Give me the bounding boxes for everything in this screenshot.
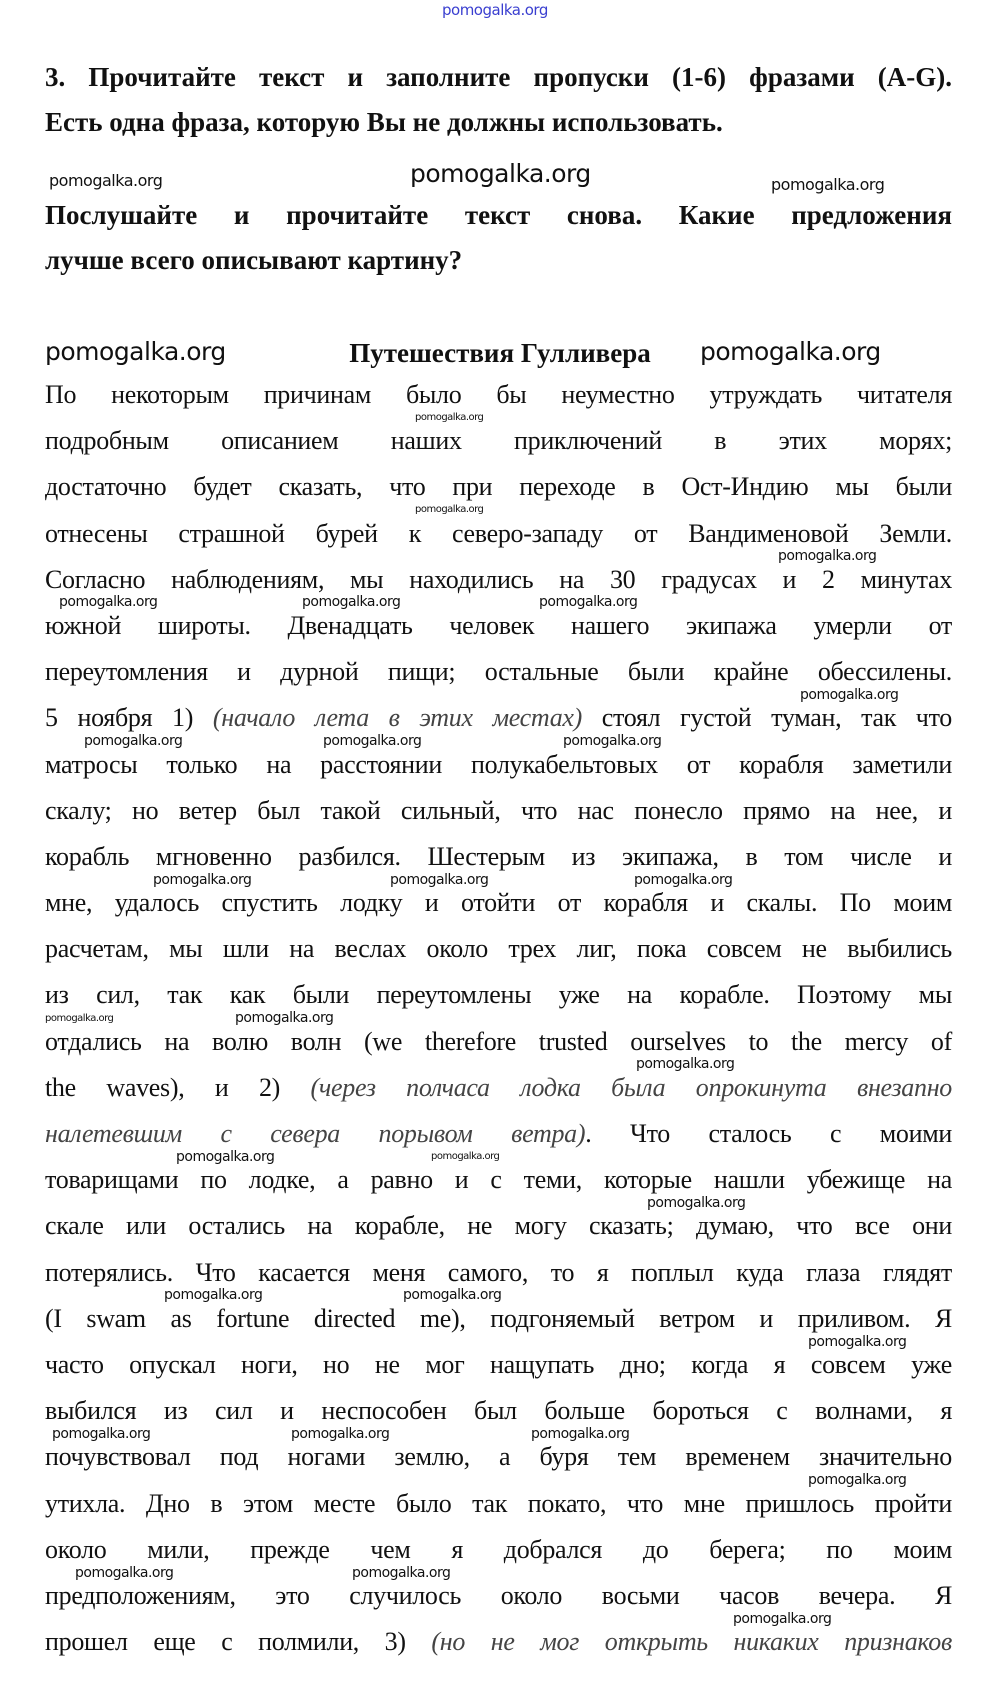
- text-line: [45, 381, 952, 427]
- text-segment: около мили, прежде чем я добрался до берега; по моим: [45, 1534, 952, 1564]
- text-segment: часто опускал ноги, но не мог нащупать дно; когда я совсем уже: [45, 1349, 952, 1379]
- text-segment: достаточно будет сказать, что при переходе в Ост-Индию мы были: [45, 472, 952, 502]
- task-heading-line: 3. Прочитайте текст и заполните пропуски (1-6) фразами (A-G).: [45, 62, 952, 92]
- watermark: pomogalka.org: [291, 1425, 390, 1442]
- watermark: pomogalka.org: [636, 1056, 735, 1073]
- watermark: pomogalka.org: [700, 337, 881, 366]
- text-segment: стоял густой туман, так что: [582, 703, 952, 733]
- text-line: [45, 427, 952, 473]
- text-segment: южной широты. Двенадцать человек нашего экипажа умерли от: [45, 610, 952, 640]
- text-segment: скале или остались на корабле, не могу сказать; думаю, что все они: [45, 1211, 952, 1241]
- watermark: pomogalka.org: [176, 1148, 275, 1165]
- text-segment: мне, удалось спустить лодку и отойти от корабля и скалы. По моим: [45, 888, 952, 918]
- text-line: [45, 1212, 952, 1258]
- gap-phrase: (начало лета в этих местах): [212, 703, 582, 733]
- text-line: [45, 612, 952, 658]
- watermark: pomogalka.org: [771, 175, 885, 194]
- text-segment: . Что сталось с моими: [585, 1119, 952, 1148]
- watermark: pomogalka.org: [539, 594, 638, 611]
- watermark: pomogalka.org: [153, 871, 252, 888]
- watermark: pomogalka.org: [531, 1425, 630, 1442]
- text-segment: корабль мгновенно разбился. Шестерым из экипажа, в том числе и: [45, 841, 952, 871]
- task-heading-line: Есть одна фраза, которую Вы не должны использовать.: [45, 107, 723, 137]
- watermark: pomogalka.org: [235, 1010, 334, 1027]
- watermark: pomogalka.org: [431, 1151, 500, 1163]
- text-line: [45, 1536, 952, 1582]
- text-line: [45, 1351, 952, 1397]
- watermark: pomogalka.org: [415, 504, 484, 516]
- text-segment: расчетам, мы шли на веслах около трех лиг, пока совсем не выбились: [45, 934, 952, 964]
- text-line: [45, 566, 952, 612]
- watermark: pomogalka.org: [647, 1194, 746, 1211]
- text-segment: скалу; но ветер был такой сильный, что нас понесло прямо на нее, и: [45, 795, 952, 825]
- watermark: pomogalka.org: [390, 871, 489, 888]
- text-line: [45, 751, 952, 797]
- watermark: pomogalka.org: [45, 337, 226, 366]
- text-segment: подробным описанием наших приключений в этих морях;: [45, 426, 952, 456]
- watermark: pomogalka.org: [59, 594, 158, 611]
- watermark: pomogalka.org: [52, 1425, 151, 1442]
- watermark: pomogalka.org: [403, 1287, 502, 1304]
- watermark: pomogalka.org: [49, 171, 163, 190]
- text-title: Путешествия Гулливера: [349, 338, 651, 368]
- text-segment: Согласно наблюдениям, мы находились на 30 градусах и 2 минутах: [45, 564, 952, 594]
- text-segment: потерялись. Что касается меня самого, то я поплыл куда глаза глядят: [45, 1257, 952, 1287]
- watermark: pomogalka.org: [442, 1, 548, 19]
- watermark: pomogalka.org: [352, 1564, 451, 1581]
- text-line: [45, 1074, 952, 1120]
- watermark: pomogalka.org: [75, 1564, 174, 1581]
- text-line: [45, 935, 952, 981]
- text-segment: товарищами по лодке, а равно и с теми, которые нашли убежище на: [45, 1165, 952, 1195]
- watermark: pomogalka.org: [164, 1287, 263, 1304]
- text-segment: утихла. Дно в этом месте было так покато, что мне пришлось пройти: [45, 1488, 952, 1518]
- text-segment: из сил, так как были переутомлены уже на корабле. Поэтому мы: [45, 980, 952, 1010]
- text-line: [45, 1166, 952, 1212]
- gap-phrase: (через полчаса лодка была опрокинута внезапно: [310, 1072, 953, 1102]
- text-segment: выбился из сил и неспособен был больше бороться с волнами, я: [45, 1396, 952, 1426]
- task-instruction-line: Послушайте и прочитайте текст снова. Какие предложения: [45, 200, 952, 230]
- watermark: pomogalka.org: [733, 1610, 832, 1627]
- text-line: [45, 1028, 952, 1074]
- text-segment: 5 ноября 1): [45, 703, 213, 733]
- text-segment: предположениям, это случилось около восьми часов вечера. Я: [45, 1580, 952, 1610]
- watermark: pomogalka.org: [415, 412, 484, 423]
- text-segment: матросы только на расстоянии полукабельтовых от корабля заметили: [45, 749, 952, 779]
- text-segment: переутомления и дурной пищи; остальные были крайне обессилены.: [45, 657, 952, 687]
- watermark: pomogalka.org: [563, 732, 662, 749]
- text-segment: the waves), и 2): [45, 1072, 311, 1102]
- text-segment: отнесены страшной бурей к северо-западу от Вандименовой Земли.: [45, 518, 952, 548]
- watermark: pomogalka.org: [808, 1333, 907, 1350]
- text-line: [45, 981, 952, 1027]
- text-segment: По некоторым причинам было бы неуместно утруждать читателя: [45, 380, 952, 409]
- watermark: pomogalka.org: [323, 732, 422, 749]
- watermark: pomogalka.org: [800, 686, 899, 703]
- watermark: pomogalka.org: [778, 548, 877, 565]
- watermark: pomogalka.org: [302, 594, 401, 611]
- text-segment: отдались на волю волн (we therefore trusted ourselves to the mercy of: [45, 1026, 952, 1056]
- gap-phrase: (но не мог открыть никаких признаков: [431, 1627, 952, 1657]
- text-segment: прошел еще с полмили, 3): [45, 1627, 432, 1657]
- text-line: [45, 889, 952, 935]
- watermark: pomogalka.org: [45, 1012, 114, 1024]
- gap-phrase: налетевшим с севера порывом ветра): [45, 1119, 586, 1148]
- text-line: [45, 473, 952, 519]
- text-segment: почувствовал под ногами землю, а буря тем временем значительно: [45, 1442, 952, 1472]
- watermark: pomogalka.org: [808, 1472, 907, 1489]
- watermark: pomogalka.org: [634, 871, 733, 888]
- text-line: [45, 797, 952, 843]
- task-instruction-line: лучше всего описывают картину?: [45, 245, 463, 275]
- watermark: pomogalka.org: [410, 159, 591, 188]
- watermark: pomogalka.org: [84, 732, 183, 749]
- text-line: [45, 1490, 952, 1536]
- text-line: [45, 1397, 952, 1443]
- text-line: [45, 1628, 952, 1674]
- text-segment: (I swam as fortune directed me), подгоняемый ветром и приливом. Я: [45, 1303, 952, 1333]
